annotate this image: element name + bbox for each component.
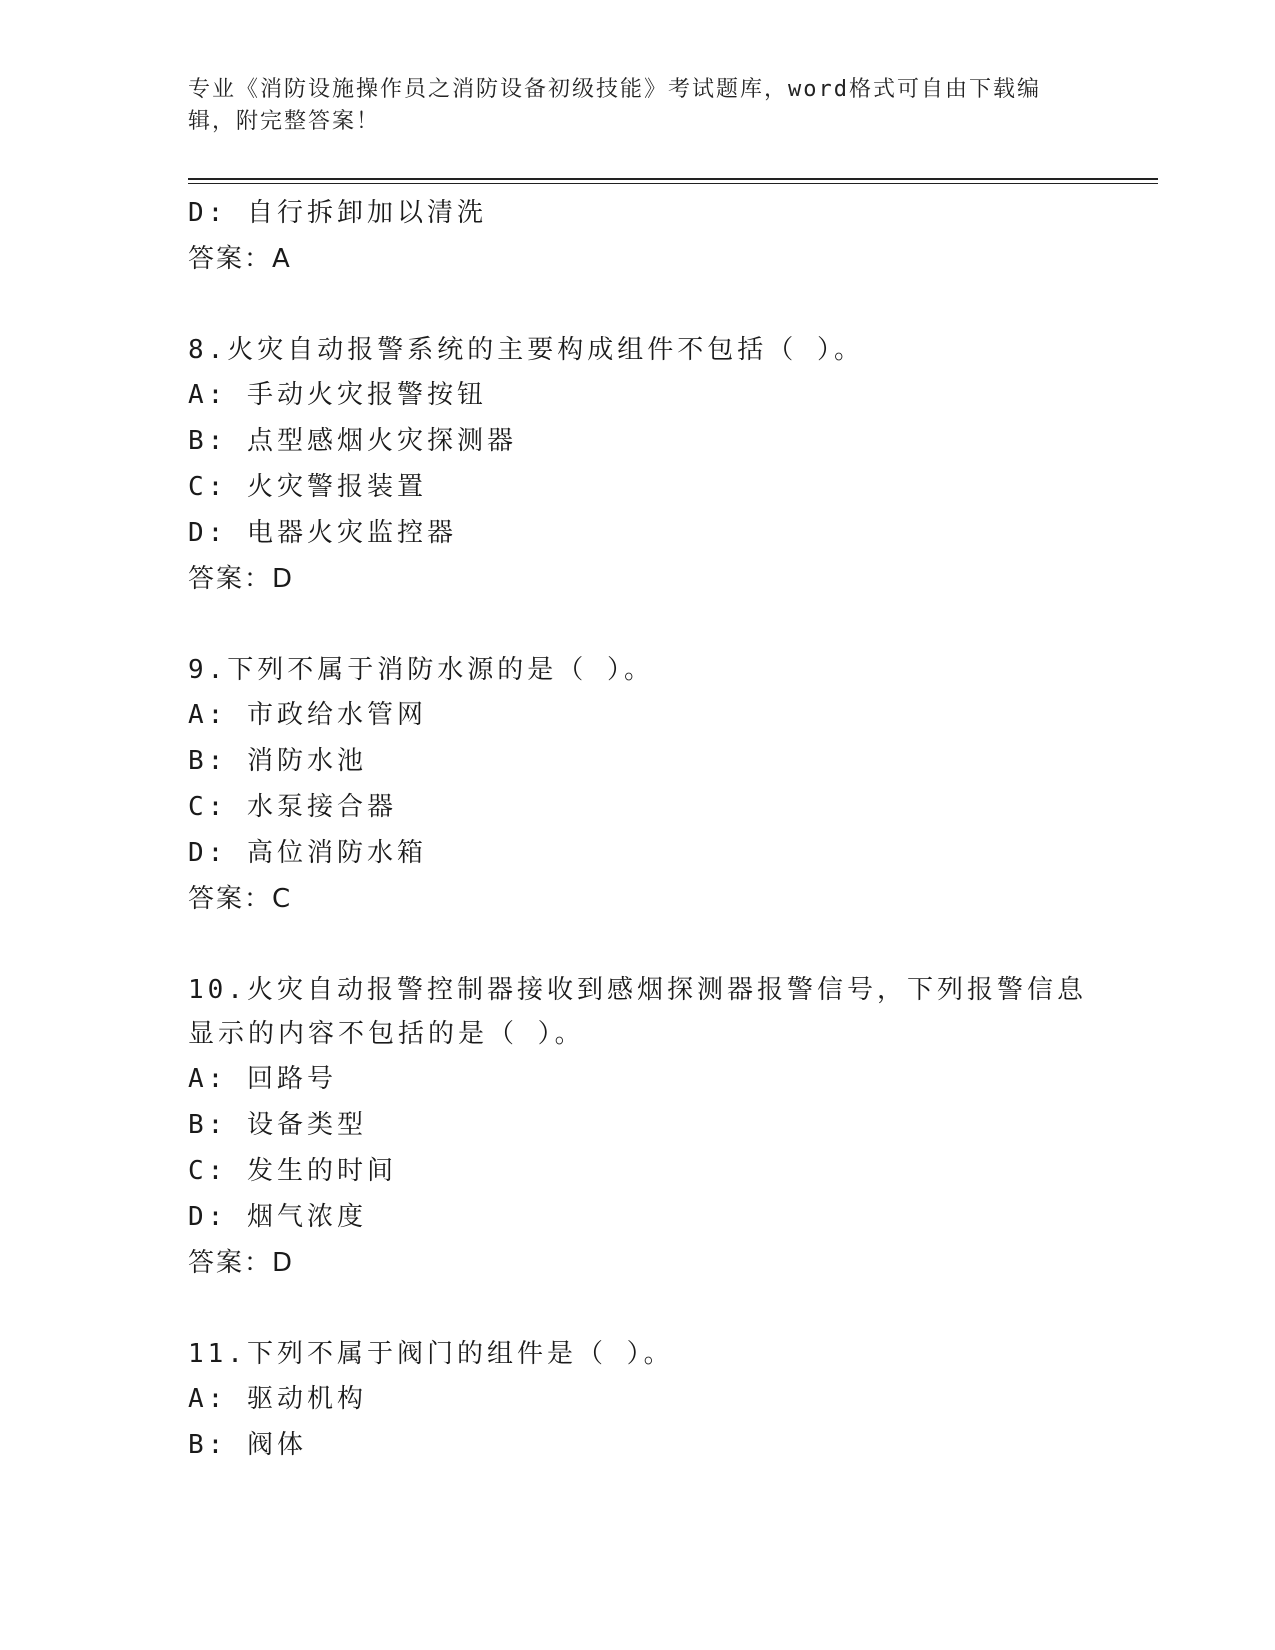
option-d: D: 高位消防水箱 xyxy=(188,838,427,868)
answer: 答案：C xyxy=(188,884,293,914)
question-stem: 8.火灾自动报警系统的主要构成组件不包括（ ）。 xyxy=(188,335,864,365)
option-b: B: 阀体 xyxy=(188,1430,307,1460)
option-d: D: 烟气浓度 xyxy=(188,1202,367,1232)
option-a: A: 回路号 xyxy=(188,1064,337,1094)
previous-answer: 答案：A xyxy=(188,244,292,274)
spacer xyxy=(188,922,1088,968)
option-a: A: 手动火灾报警按钮 xyxy=(188,380,487,410)
option-c: C: 发生的时间 xyxy=(188,1156,397,1186)
header-divider-thin xyxy=(188,183,1158,184)
answer: 答案：D xyxy=(188,564,295,594)
option-b: B: 设备类型 xyxy=(188,1110,367,1140)
question-stem: 9.下列不属于消防水源的是（ ）。 xyxy=(188,655,654,685)
question-block xyxy=(188,648,1088,922)
question-block xyxy=(188,968,1088,1286)
spacer xyxy=(188,602,1088,648)
answer: 答案：D xyxy=(188,1248,295,1278)
option-c: C: 火灾警报装置 xyxy=(188,472,427,502)
option-c: C: 水泵接合器 xyxy=(188,792,397,822)
option-d: D: 电器火灾监控器 xyxy=(188,518,457,548)
option-b: B: 消防水池 xyxy=(188,746,367,776)
question-stem: 11.下列不属于阀门的组件是（ ）。 xyxy=(188,1339,674,1369)
question-block xyxy=(188,1332,1088,1468)
option-a: A: 市政给水管网 xyxy=(188,700,427,730)
question-stem: 10.火灾自动报警控制器接收到感烟探测器报警信号，下列报警信息显示的内容不包括的是（ ）。 xyxy=(188,975,1087,1049)
question-content xyxy=(188,190,1088,1468)
question-block xyxy=(188,328,1088,602)
document-header: 专业《消防设施操作员之消防设备初级技能》考试题库，word格式可自由下载编辑，附完整答案！ xyxy=(188,77,1041,134)
option-b: B: 点型感烟火灾探测器 xyxy=(188,426,517,456)
spacer xyxy=(188,1286,1088,1332)
previous-option-d: D: 自行拆卸加以清洗 xyxy=(188,198,487,228)
option-a: A: 驱动机构 xyxy=(188,1384,367,1414)
header-divider-thick xyxy=(188,178,1158,180)
spacer xyxy=(188,282,1088,328)
